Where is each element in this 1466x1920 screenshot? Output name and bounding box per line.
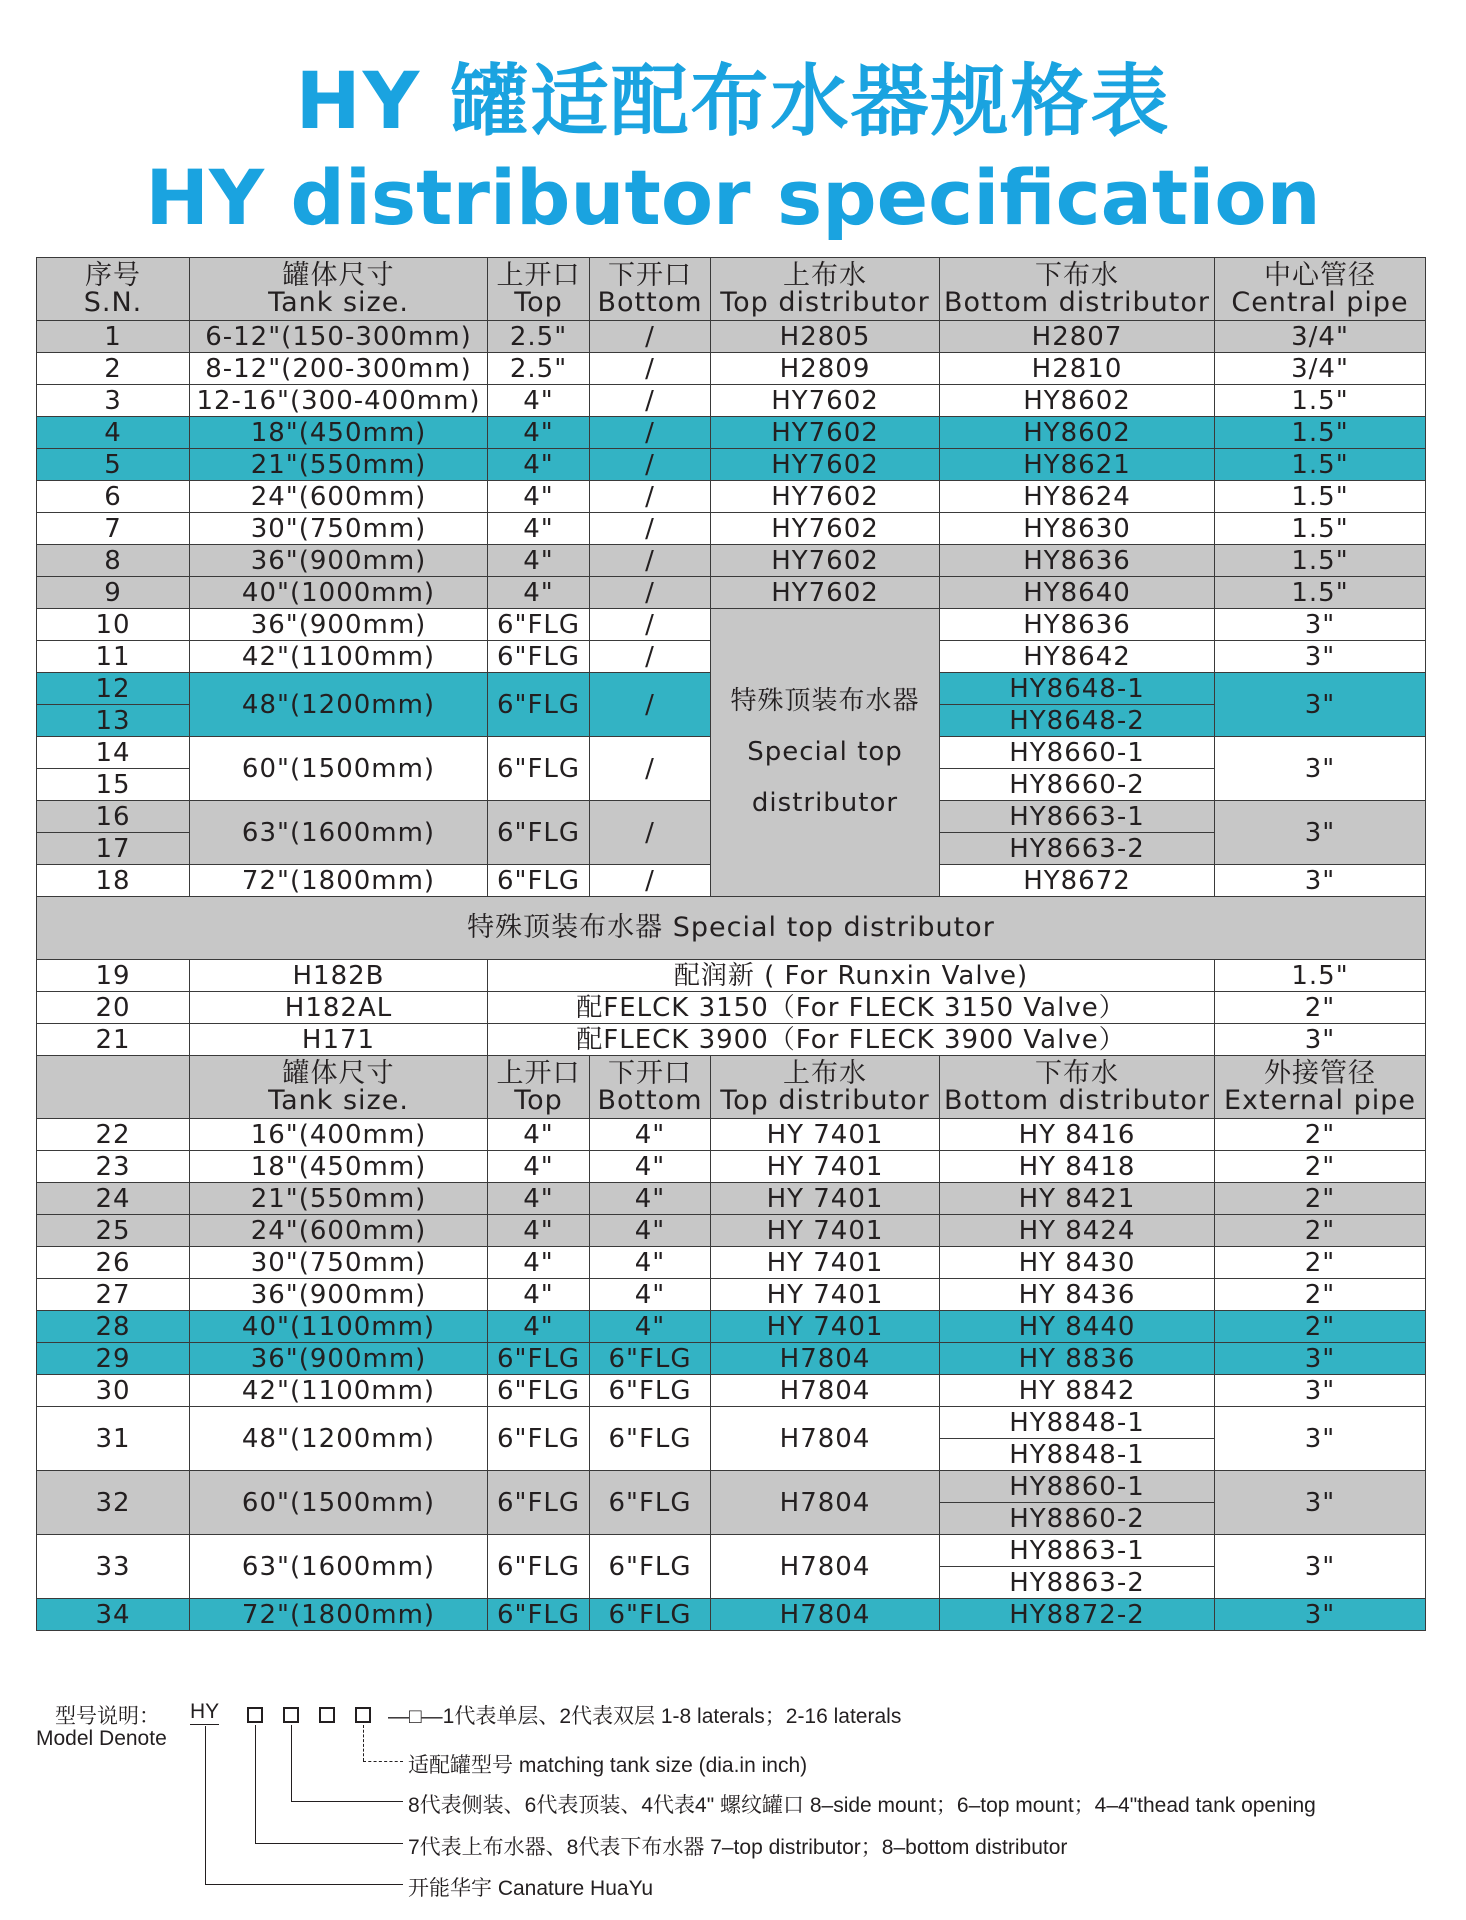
cell-sn: 2 [37, 353, 190, 385]
cell-bottom-distributor: HY8663-1 [940, 801, 1215, 833]
cell-top: 6"FLG [488, 609, 590, 641]
table-header-row [37, 258, 1426, 321]
cell-bottom-distributor: HY8642 [940, 641, 1215, 673]
cell-pipe: 3" [1215, 609, 1426, 641]
header-sn-blank [37, 1056, 190, 1119]
cell-pipe: 2" [1215, 1119, 1426, 1151]
cell-bottom-distributor: HY8860-1 [940, 1471, 1215, 1503]
cell-bottom: 4" [590, 1151, 711, 1183]
table-row [37, 513, 1426, 545]
cell-bottom: / [590, 449, 711, 481]
cell-tank-size: 40"(1100mm) [190, 1311, 488, 1343]
cell-tank-size: 36"(900mm) [190, 1343, 488, 1375]
cell-bottom-distributor: HY8621 [940, 449, 1215, 481]
cell-top: 4" [488, 385, 590, 417]
cell-top: 6"FLG [488, 865, 590, 897]
cell-pipe: 1.5" [1215, 545, 1426, 577]
cell-pipe: 1.5" [1215, 577, 1426, 609]
table-row [37, 1183, 1426, 1215]
table-row [37, 1119, 1426, 1151]
cell-sn: 19 [37, 960, 190, 992]
cell-top-distributor: H7804 [711, 1375, 940, 1407]
cell-bottom: / [590, 481, 711, 513]
cell-top-distributor: H7804 [711, 1599, 940, 1631]
cell-tank-size: 40"(1000mm) [190, 577, 488, 609]
cell-bottom-distributor: HY8660-2 [940, 769, 1215, 801]
cell-top-distributor: HY 7401 [711, 1311, 940, 1343]
cell-bottom-distributor: HY8602 [940, 417, 1215, 449]
cell-sn: 22 [37, 1119, 190, 1151]
cell-bottom: 4" [590, 1311, 711, 1343]
header-top-distributor: 上布水 Top distributor [711, 1056, 940, 1119]
cell-sn: 24 [37, 1183, 190, 1215]
table-row [37, 1024, 1426, 1056]
cell-sn: 6 [37, 481, 190, 513]
cell-top-distributor: H7804 [711, 1535, 940, 1599]
cell-sn: 13 [37, 705, 190, 737]
cell-sn: 33 [37, 1535, 190, 1599]
cell-top-distributor: HY7602 [711, 449, 940, 481]
cell-description: 配FELCK 3150（For FLECK 3150 Valve） [488, 992, 1215, 1024]
cell-bottom: / [590, 545, 711, 577]
cell-top-distributor: HY7602 [711, 513, 940, 545]
cell-top-distributor: HY 7401 [711, 1151, 940, 1183]
table-row [37, 1535, 1426, 1567]
cell-tank-size: 24"(600mm) [190, 481, 488, 513]
cell-bottom: 4" [590, 1247, 711, 1279]
cell-tank-size: 60"(1500mm) [190, 737, 488, 801]
table-row [37, 1471, 1426, 1503]
cell-pipe: 2" [1215, 1279, 1426, 1311]
cell-tank-size: 60"(1500mm) [190, 1471, 488, 1535]
table-row [37, 353, 1426, 385]
cell-pipe: 3" [1215, 673, 1426, 737]
table-row [37, 321, 1426, 353]
cell-tank-size: 21"(550mm) [190, 449, 488, 481]
cell-pipe: 3/4" [1215, 353, 1426, 385]
table-row [37, 1599, 1426, 1631]
cell-top-distributor: H7804 [711, 1407, 940, 1471]
cell-top-distributor: HY 7401 [711, 1279, 940, 1311]
cell-description: 配FLECK 3900（For FLECK 3900 Valve） [488, 1024, 1215, 1056]
table-row [37, 992, 1426, 1024]
table-row [37, 1343, 1426, 1375]
cell-bottom-distributor: HY8636 [940, 609, 1215, 641]
cell-top: 6"FLG [488, 801, 590, 865]
cell-bottom-distributor: HY8624 [940, 481, 1215, 513]
header-bottom-distributor: 下布水 Bottom distributor [940, 258, 1215, 321]
cell-top-distributor: HY 7401 [711, 1119, 940, 1151]
cell-tank-size: 18"(450mm) [190, 1151, 488, 1183]
cell-tank-size: 42"(1100mm) [190, 641, 488, 673]
table-row [37, 609, 1426, 641]
header-sn: 序号 S.N. [37, 258, 190, 321]
legend-line-1: —□—1代表单层、2代表双层 1-8 laterals；2-16 laterals [388, 1705, 902, 1728]
cell-pipe: 1.5" [1215, 385, 1426, 417]
cell-sn: 14 [37, 737, 190, 769]
cell-sn: 10 [37, 609, 190, 641]
cell-bottom: / [590, 353, 711, 385]
cell-pipe: 1.5" [1215, 960, 1426, 992]
cell-top: 6"FLG [488, 1535, 590, 1599]
special-distributor-banner: 特殊顶装布水器 Special top distributor [37, 897, 1426, 960]
cell-pipe: 2" [1215, 1311, 1426, 1343]
cell-sn: 7 [37, 513, 190, 545]
cell-tank-size: 48"(1200mm) [190, 673, 488, 737]
cell-pipe: 1.5" [1215, 481, 1426, 513]
cell-sn: 11 [37, 641, 190, 673]
cell-top: 2.5" [488, 321, 590, 353]
cell-pipe: 3" [1215, 1535, 1426, 1599]
cell-top: 4" [488, 1183, 590, 1215]
cell-top: 6"FLG [488, 1407, 590, 1471]
cell-sn: 25 [37, 1215, 190, 1247]
header-bottom: 下开口 Bottom [590, 258, 711, 321]
cell-bottom-distributor: HY8860-2 [940, 1503, 1215, 1535]
cell-top: 6"FLG [488, 673, 590, 737]
legend-connector [255, 1843, 403, 1844]
cell-bottom: 6"FLG [590, 1599, 711, 1631]
special-distributor-banner-row [37, 897, 1426, 960]
legend-connector [205, 1884, 403, 1885]
cell-top: 4" [488, 1215, 590, 1247]
table-row [37, 385, 1426, 417]
cell-bottom-distributor: HY8602 [940, 385, 1215, 417]
cell-bottom-distributor: HY8648-1 [940, 673, 1215, 705]
table-row [37, 449, 1426, 481]
cell-pipe: 3" [1215, 1343, 1426, 1375]
legend-connector [291, 1801, 403, 1802]
cell-top-distributor: HY7602 [711, 417, 940, 449]
table-row [37, 481, 1426, 513]
table-row [37, 1247, 1426, 1279]
legend-box-4 [355, 1707, 371, 1723]
cell-top: 4" [488, 1119, 590, 1151]
table-row [37, 417, 1426, 449]
cell-bottom: 6"FLG [590, 1343, 711, 1375]
cell-bottom: 4" [590, 1279, 711, 1311]
legend-connector [291, 1725, 292, 1801]
cell-sn: 32 [37, 1471, 190, 1535]
cell-pipe: 2" [1215, 1215, 1426, 1247]
cell-pipe: 1.5" [1215, 513, 1426, 545]
cell-bottom: / [590, 609, 711, 641]
cell-pipe: 3" [1215, 865, 1426, 897]
cell-bottom-distributor: HY8630 [940, 513, 1215, 545]
cell-sn: 17 [37, 833, 190, 865]
cell-bottom-distributor: HY8640 [940, 577, 1215, 609]
cell-pipe: 3" [1215, 737, 1426, 801]
cell-bottom-distributor: HY 8424 [940, 1215, 1215, 1247]
cell-tank-size: 16"(400mm) [190, 1119, 488, 1151]
header-central-pipe: 中心管径 Central pipe [1215, 258, 1426, 321]
cell-tank-size: 36"(900mm) [190, 1279, 488, 1311]
cell-sn: 31 [37, 1407, 190, 1471]
cell-top: 4" [488, 481, 590, 513]
legend-connector [205, 1726, 206, 1884]
cell-bottom: / [590, 865, 711, 897]
cell-bottom-distributor: HY8648-2 [940, 705, 1215, 737]
table-section-d [37, 1407, 1426, 1599]
table-section-b [37, 960, 1426, 1056]
cell-bottom-distributor: HY8872-2 [940, 1599, 1215, 1631]
cell-sn: 8 [37, 545, 190, 577]
cell-tank-size: 36"(900mm) [190, 545, 488, 577]
header-top: 上开口 Top [488, 1056, 590, 1119]
cell-pipe: 2" [1215, 1247, 1426, 1279]
cell-pipe: 3" [1215, 641, 1426, 673]
cell-sn: 3 [37, 385, 190, 417]
spec-table [36, 257, 1426, 1631]
cell-sn: 12 [37, 673, 190, 705]
cell-bottom-distributor: HY8636 [940, 545, 1215, 577]
cell-bottom-distributor: HY8863-2 [940, 1567, 1215, 1599]
cell-bottom-distributor: H2810 [940, 353, 1215, 385]
cell-sn: 21 [37, 1024, 190, 1056]
cell-tank-size: 18"(450mm) [190, 417, 488, 449]
cell-sn: 9 [37, 577, 190, 609]
cell-tank-size: 21"(550mm) [190, 1183, 488, 1215]
cell-model: H171 [190, 1024, 488, 1056]
table-row [37, 1311, 1426, 1343]
cell-bottom-distributor: HY 8421 [940, 1183, 1215, 1215]
cell-pipe: 1.5" [1215, 417, 1426, 449]
cell-top: 4" [488, 1247, 590, 1279]
table-header-row-2 [37, 1056, 1426, 1119]
cell-sn: 34 [37, 1599, 190, 1631]
cell-sn: 29 [37, 1343, 190, 1375]
cell-bottom: / [590, 673, 711, 737]
cell-top: 4" [488, 1151, 590, 1183]
cell-top: 4" [488, 417, 590, 449]
legend-label-cn: 型号说明： [55, 1705, 160, 1728]
cell-sn: 20 [37, 992, 190, 1024]
cell-bottom-distributor: HY 8836 [940, 1343, 1215, 1375]
cell-top-distributor: H2809 [711, 353, 940, 385]
cell-model: H182AL [190, 992, 488, 1024]
cell-bottom-distributor: HY8848-1 [940, 1407, 1215, 1439]
cell-top-distributor: HY7602 [711, 481, 940, 513]
cell-top-distributor: HY7602 [711, 545, 940, 577]
cell-bottom: / [590, 417, 711, 449]
cell-top-distributor: HY 7401 [711, 1247, 940, 1279]
cell-sn: 18 [37, 865, 190, 897]
cell-sn: 16 [37, 801, 190, 833]
cell-tank-size: 48"(1200mm) [190, 1407, 488, 1471]
cell-top: 6"FLG [488, 1599, 590, 1631]
cell-sn: 28 [37, 1311, 190, 1343]
header-bottom: 下开口 Bottom [590, 1056, 711, 1119]
cell-bottom: 4" [590, 1119, 711, 1151]
cell-sn: 27 [37, 1279, 190, 1311]
legend-connector [363, 1761, 403, 1762]
legend-connector [255, 1725, 256, 1843]
cell-bottom-distributor: HY8848-1 [940, 1439, 1215, 1471]
table-row [37, 960, 1426, 992]
cell-bottom: / [590, 641, 711, 673]
cell-pipe: 3" [1215, 1471, 1426, 1535]
cell-pipe: 2" [1215, 992, 1426, 1024]
cell-top: 6"FLG [488, 641, 590, 673]
cell-tank-size: 42"(1100mm) [190, 1375, 488, 1407]
cell-bottom-distributor: HY 8416 [940, 1119, 1215, 1151]
legend-line-5: 开能华宇 Canature HuaYu [408, 1877, 654, 1900]
cell-sn: 4 [37, 417, 190, 449]
cell-tank-size: 63"(1600mm) [190, 1535, 488, 1599]
cell-pipe: 3" [1215, 1599, 1426, 1631]
cell-top-distributor: H2805 [711, 321, 940, 353]
table-row [37, 1215, 1426, 1247]
cell-pipe: 3" [1215, 1024, 1426, 1056]
cell-bottom-distributor: HY8863-1 [940, 1535, 1215, 1567]
header-tank-size: 罐体尺寸 Tank size. [190, 258, 488, 321]
cell-bottom: / [590, 513, 711, 545]
cell-sn: 1 [37, 321, 190, 353]
header-tank-size: 罐体尺寸 Tank size. [190, 1056, 488, 1119]
cell-bottom: 6"FLG [590, 1375, 711, 1407]
legend-box-3 [319, 1707, 335, 1723]
cell-pipe: 3" [1215, 1375, 1426, 1407]
table-row [37, 1151, 1426, 1183]
cell-top: 6"FLG [488, 1343, 590, 1375]
cell-bottom: / [590, 321, 711, 353]
legend-box-1 [247, 1707, 263, 1723]
cell-bottom: / [590, 385, 711, 417]
cell-bottom-distributor: HY 8418 [940, 1151, 1215, 1183]
cell-pipe: 2" [1215, 1151, 1426, 1183]
cell-top: 2.5" [488, 353, 590, 385]
cell-top-distributor: HY 7401 [711, 1215, 940, 1247]
cell-tank-size: 6-12"(150-300mm) [190, 321, 488, 353]
cell-bottom-distributor: HY 8430 [940, 1247, 1215, 1279]
table-row [37, 1375, 1426, 1407]
cell-top: 6"FLG [488, 1375, 590, 1407]
cell-sn: 30 [37, 1375, 190, 1407]
cell-bottom-distributor: HY 8440 [940, 1311, 1215, 1343]
cell-description: 配润新 ( For Runxin Valve) [488, 960, 1215, 992]
cell-top-distributor: HY7602 [711, 577, 940, 609]
header-bottom-distributor: 下布水 Bottom distributor [940, 1056, 1215, 1119]
cell-top-distributor: H7804 [711, 1343, 940, 1375]
legend-line-3: 8代表侧装、6代表顶装、4代表4" 螺纹罐口 8–side mount；6–top mount；4–4"thead tank opening [408, 1794, 1316, 1817]
cell-tank-size: 63"(1600mm) [190, 801, 488, 865]
legend-line-2: 适配罐型号 matching tank size (dia.in inch) [408, 1754, 808, 1777]
table-row [37, 545, 1426, 577]
cell-sn: 5 [37, 449, 190, 481]
header-external-pipe: 外接管径 External pipe [1215, 1056, 1426, 1119]
legend-box-2 [283, 1707, 299, 1723]
cell-bottom-distributor: HY 8436 [940, 1279, 1215, 1311]
legend-prefix: HY [190, 1700, 220, 1723]
cell-bottom: / [590, 737, 711, 801]
cell-tank-size: 72"(1800mm) [190, 865, 488, 897]
cell-top-distributor: HY 7401 [711, 1183, 940, 1215]
cell-top: 4" [488, 513, 590, 545]
cell-bottom: 6"FLG [590, 1471, 711, 1535]
cell-bottom-distributor: H2807 [940, 321, 1215, 353]
cell-tank-size: 24"(600mm) [190, 1215, 488, 1247]
cell-top-distributor: HY7602 [711, 385, 940, 417]
cell-bottom: / [590, 577, 711, 609]
page-title-chinese: HY 罐适配布水器规格表 [295, 57, 1171, 147]
table-section-a [37, 321, 1426, 609]
cell-top: 4" [488, 449, 590, 481]
cell-bottom: 6"FLG [590, 1535, 711, 1599]
cell-bottom-distributor: HY8660-1 [940, 737, 1215, 769]
cell-top: 4" [488, 545, 590, 577]
header-top-distributor: 上布水 Top distributor [711, 258, 940, 321]
cell-bottom: / [590, 801, 711, 865]
cell-tank-size: 30"(750mm) [190, 513, 488, 545]
cell-sn: 26 [37, 1247, 190, 1279]
cell-top: 4" [488, 1279, 590, 1311]
cell-top: 6"FLG [488, 737, 590, 801]
cell-top: 4" [488, 577, 590, 609]
legend-line-4: 7代表上布水器、8代表下布水器 7–top distributor；8–bottom distributor [408, 1836, 1068, 1859]
cell-sn: 23 [37, 1151, 190, 1183]
cell-bottom-distributor: HY8672 [940, 865, 1215, 897]
table-section-special [37, 609, 1426, 960]
legend-label-en: Model Denote [36, 1727, 167, 1750]
cell-model: H182B [190, 960, 488, 992]
cell-top-distributor: H7804 [711, 1471, 940, 1535]
cell-tank-size: 12-16"(300-400mm) [190, 385, 488, 417]
cell-pipe: 3" [1215, 1407, 1426, 1471]
cell-sn: 15 [37, 769, 190, 801]
cell-bottom: 4" [590, 1215, 711, 1247]
cell-tank-size: 30"(750mm) [190, 1247, 488, 1279]
table-row [37, 1279, 1426, 1311]
cell-tank-size: 36"(900mm) [190, 609, 488, 641]
cell-pipe: 3/4" [1215, 321, 1426, 353]
table-row [37, 577, 1426, 609]
cell-top: 4" [488, 1311, 590, 1343]
page-title-english: HY distributor specification [145, 153, 1321, 242]
cell-bottom: 4" [590, 1183, 711, 1215]
cell-tank-size: 8-12"(200-300mm) [190, 353, 488, 385]
cell-bottom: 6"FLG [590, 1407, 711, 1471]
table-section-c [37, 1119, 1426, 1407]
cell-pipe: 1.5" [1215, 449, 1426, 481]
legend-connector [363, 1725, 364, 1761]
table-row [37, 1407, 1426, 1439]
header-top: 上开口 Top [488, 258, 590, 321]
cell-pipe: 2" [1215, 1183, 1426, 1215]
cell-bottom-distributor: HY8663-2 [940, 833, 1215, 865]
cell-bottom-distributor: HY 8842 [940, 1375, 1215, 1407]
cell-tank-size: 72"(1800mm) [190, 1599, 488, 1631]
cell-pipe: 3" [1215, 801, 1426, 865]
cell-special-top-distributor: 特殊顶装布水器 Special top distributor [711, 609, 940, 897]
cell-top: 6"FLG [488, 1471, 590, 1535]
